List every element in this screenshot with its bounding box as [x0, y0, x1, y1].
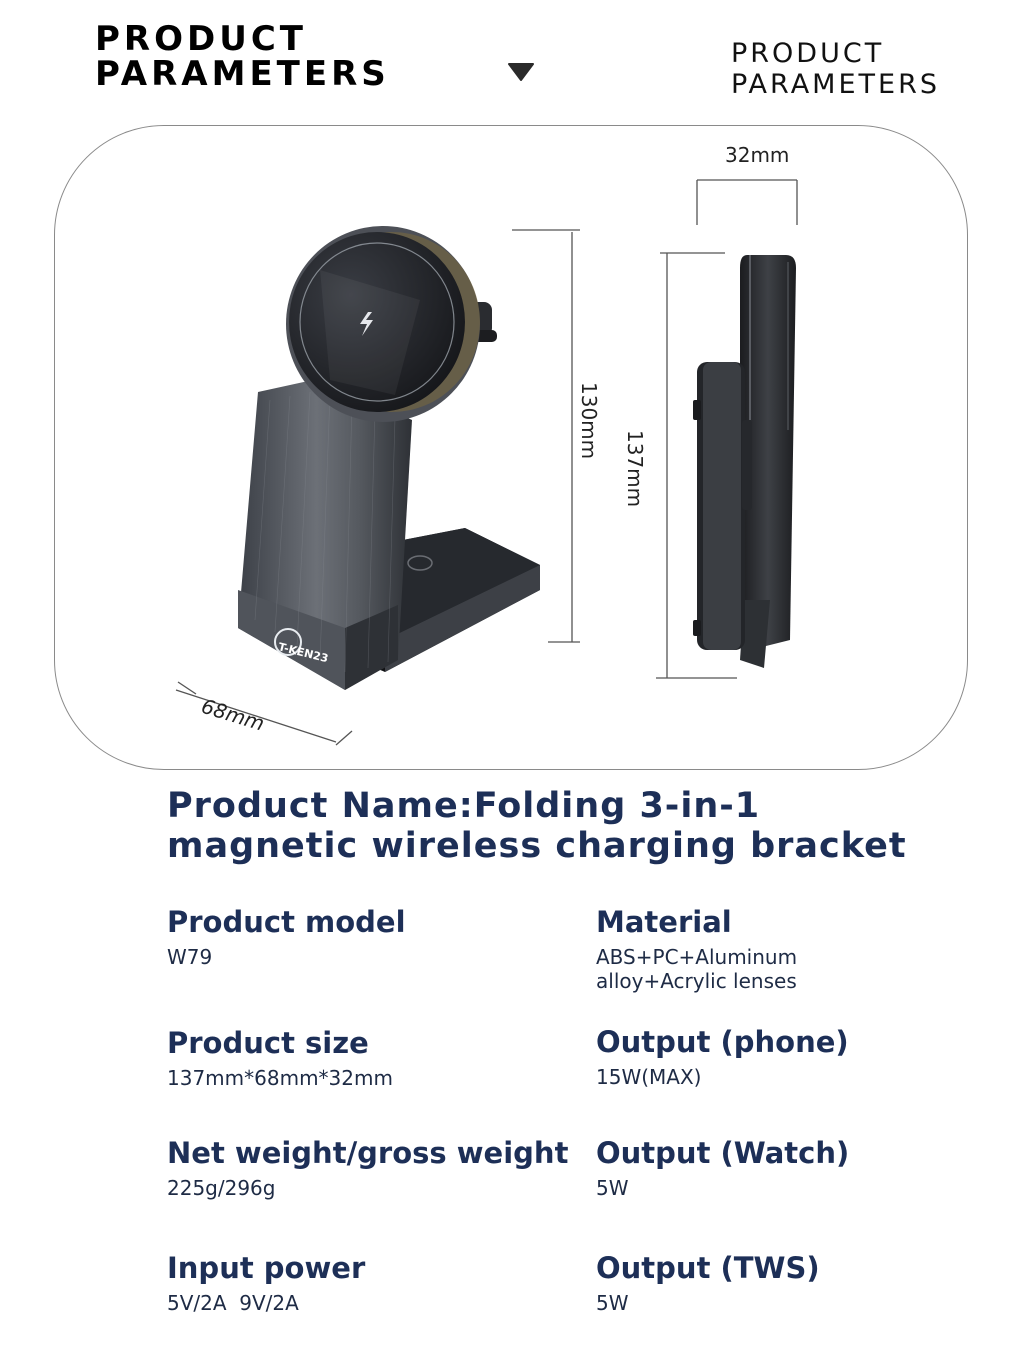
spec-material	[596, 905, 1016, 993]
spec-output-tws	[596, 1251, 1016, 1315]
spec-label: Product model	[167, 905, 406, 939]
spec-value: 15W(MAX)	[596, 1065, 702, 1089]
spec-product-model	[167, 905, 587, 969]
product-title-line1: Product Name:Folding 3-in-1	[167, 786, 761, 826]
header-left-line2: PARAMETERS	[95, 54, 390, 94]
spec-value: 5W	[596, 1291, 629, 1315]
spec-label: Input power	[167, 1251, 366, 1285]
dimension-label-137mm: 137mm	[623, 430, 647, 508]
spec-product-size	[167, 1026, 587, 1090]
spec-label: Material	[596, 905, 732, 939]
spec-value: 225g/296g	[167, 1176, 276, 1200]
header-right-line1: PRODUCT	[731, 38, 885, 69]
spec-label: Output (phone)	[596, 1025, 849, 1059]
header-left-line1: PRODUCT	[95, 19, 307, 59]
spec-weight	[167, 1136, 587, 1200]
spec-label: Output (Watch)	[596, 1136, 850, 1170]
spec-output-phone	[596, 1025, 1016, 1089]
dimension-label-68mm: 68mm	[198, 693, 268, 736]
brand-logo: T-KEN23	[276, 640, 330, 666]
side-view-charger	[693, 255, 796, 668]
dimension-line-side-width	[697, 180, 797, 225]
spec-label: Net weight/gross weight	[167, 1136, 569, 1170]
spec-value: W79	[167, 945, 213, 969]
product-title-line2: magnetic wireless charging bracket	[167, 826, 907, 866]
product-title	[167, 786, 967, 866]
spec-label: Output (TWS)	[596, 1251, 820, 1285]
spec-value: 5W	[596, 1176, 629, 1200]
spec-value-line1: ABS+PC+Aluminum	[596, 945, 798, 969]
header-right-line2: PARAMETERS	[731, 69, 940, 100]
spec-value: 137mm*68mm*32mm	[167, 1066, 393, 1090]
spec-label: Product size	[167, 1026, 369, 1060]
dimension-label-130mm: 130mm	[577, 382, 601, 460]
spec-output-watch	[596, 1136, 1016, 1200]
spec-input-power	[167, 1251, 587, 1315]
spec-value: 5V/2A 9V/2A	[167, 1291, 299, 1315]
spec-value-line2: alloy+Acrylic lenses	[596, 969, 797, 993]
front-view-charger	[238, 226, 540, 690]
dimension-label-32mm: 32mm	[725, 143, 790, 167]
